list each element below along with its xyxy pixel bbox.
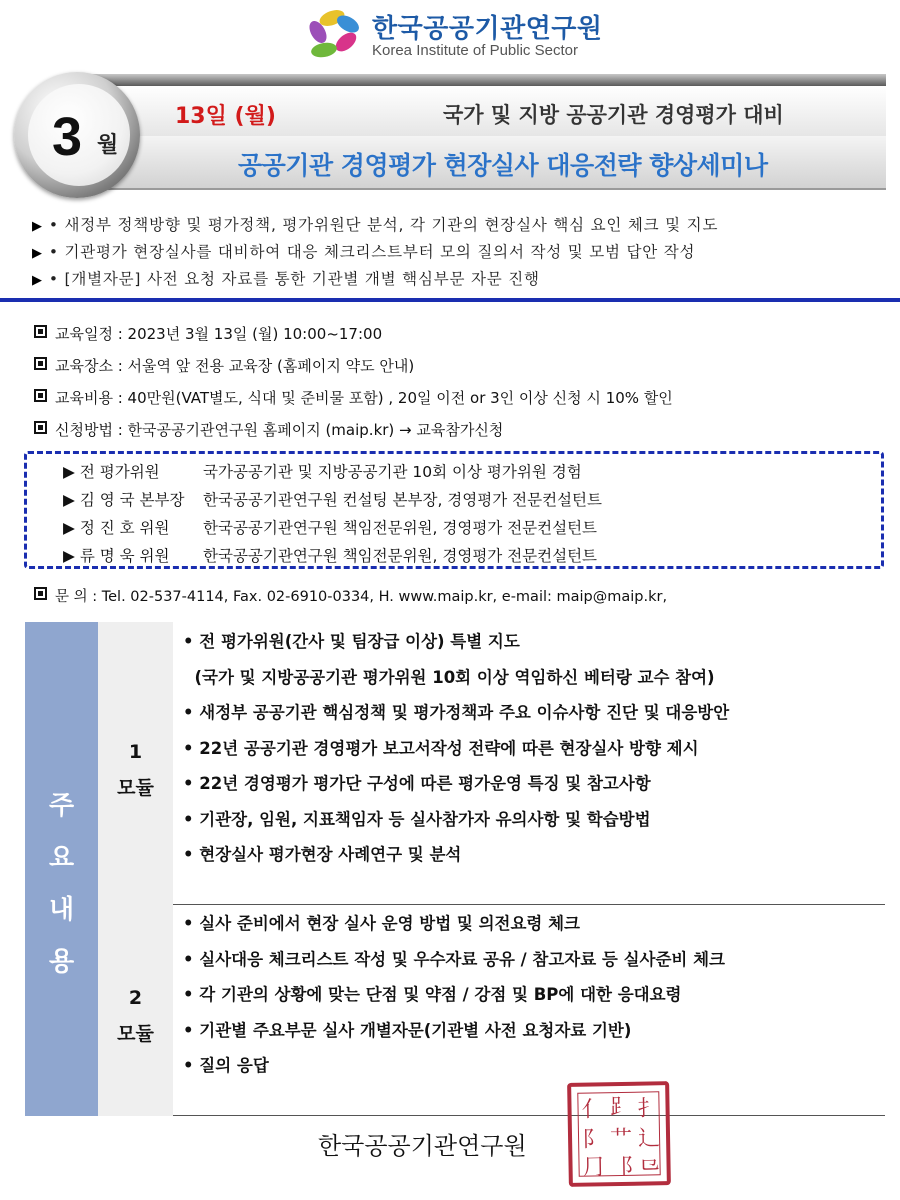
- instructor-box: [24, 451, 884, 569]
- arrow-right-icon: ▶: [32, 273, 43, 288]
- arrow-right-icon: ▶: [32, 219, 43, 234]
- list-item: • 22년 경영평가 평가단 구성에 따른 평가운영 특징 및 참고사항: [183, 774, 651, 793]
- list-item: • 새정부 공공기관 핵심정책 및 평가정책과 주요 이슈사항 진단 및 대응방안: [183, 703, 730, 722]
- logo-leaf-icon: [302, 6, 364, 62]
- module-1-label: 1 모듈: [117, 741, 154, 799]
- logo-korean-name: 한국공공기관연구원: [372, 14, 603, 44]
- month-number: 3: [52, 107, 83, 167]
- square-bullet-icon: [34, 389, 47, 402]
- instructor-row: ▶ 김 영 국 본부장 한국공공기관연구원 컨설팅 본부장, 경영평가 전문컨설턴트: [63, 491, 602, 509]
- list-item: • 22년 공공기관 경영평가 보고서작성 전략에 따른 현장실사 방향 제시: [183, 738, 699, 758]
- official-seal-stamp: ⺅ ⻊ ⺘ ⻖ ⺾ ⻌ ⺆ ⻏ ⺋: [567, 1081, 671, 1187]
- arrow-right-icon: ▶: [32, 246, 43, 261]
- module-2-label: 2 모듈: [117, 987, 154, 1045]
- instructor-row: ▶ 정 진 호 위원 한국공공기관연구원 책임전문위원, 경영평가 전문컨설턴트: [63, 519, 598, 537]
- org-logo: [300, 4, 620, 62]
- instructor-row: ▶ 류 명 욱 위원 한국공공기관연구원 책임전문위원, 경영평가 전문컨설턴트: [63, 547, 598, 565]
- contact-info: 문 의 : Tel. 02-537-4114, Fax. 02-6910-0334, H. www.maip.kr, e-mail: maip@maip.kr,: [34, 585, 667, 606]
- curriculum-table: [25, 622, 885, 1116]
- instructor-row: ▶ 전 평가위원 국가공공기관 및 지방공공기관 10회 이상 평가위원 경험: [63, 463, 582, 481]
- square-bullet-icon: [34, 357, 47, 370]
- list-item: (국가 및 지방공공기관 평가위원 10회 이상 역임하신 베터랑 교수 참여): [183, 667, 715, 687]
- list-item: • 기관장, 임원, 지표책임자 등 실사참가자 유의사항 및 학습방법: [183, 809, 651, 829]
- list-item: • 기관별 주요부문 실사 개별자문(기관별 사전 요청자료 기반): [183, 1020, 632, 1040]
- highlight-list: [32, 212, 718, 293]
- list-item: • 전 평가위원(간사 및 팀장급 이상) 특별 지도: [183, 632, 520, 651]
- list-item: ▶ • 새정부 정책방향 및 평가정책, 평가위원단 분석, 각 기관의 현장실사 핵심 요인 체크 및 지도: [32, 216, 719, 234]
- info-schedule: 교육일정 : 2023년 3월 13일 (월) 10:00~17:00: [34, 318, 673, 350]
- square-bullet-icon: [34, 587, 47, 600]
- month-unit: 월: [97, 133, 119, 158]
- title-banner: [0, 66, 900, 196]
- curriculum-main-label: 주 요 내 용: [48, 791, 75, 977]
- event-date: 13일 (월): [175, 104, 276, 129]
- info-registration: 신청방법 : 한국공공기관연구원 홈페이지 (maip.kr) → 교육참가신청: [34, 414, 673, 446]
- list-item: ▶ • 기관평가 현장실사를 대비하여 대응 체크리스트부터 모의 질의서 작성 및 모범 답안 작성: [32, 243, 696, 261]
- module-1-items: [183, 624, 729, 873]
- logo-english-name: Korea Institute of Public Sector: [372, 42, 578, 59]
- square-bullet-icon: [34, 325, 47, 338]
- footer-org-name: 한국공공기관연구원: [318, 1132, 527, 1160]
- module-divider: [173, 1115, 885, 1116]
- event-info: [34, 318, 673, 446]
- event-subtitle: 국가 및 지방 공공기관 경영평가 대비: [443, 103, 784, 127]
- module-divider: [173, 904, 885, 905]
- divider: [0, 298, 900, 302]
- list-item: • 각 기관의 상황에 맞는 단점 및 약점 / 강점 및 BP에 대한 응대요령: [183, 985, 682, 1004]
- list-item: • 질의 응답: [183, 1056, 269, 1075]
- info-fee: 교육비용 : 40만원(VAT별도, 식대 및 준비물 포함) , 20일 이전 or 3인 이상 신청 시 10% 할인: [34, 382, 673, 414]
- square-bullet-icon: [34, 421, 47, 434]
- event-title: 공공기관 경영평가 현장실사 대응전략 향상세미나: [238, 151, 768, 180]
- list-item: ▶ • [개별자문] 사전 요청 자료를 통한 기관별 개별 핵심부문 자문 진행: [32, 270, 540, 288]
- list-item: • 실사대응 체크리스트 작성 및 우수자료 공유 / 참고자료 등 실사준비 체크: [183, 949, 725, 969]
- list-item: • 실사 준비에서 현장 실사 운영 방법 및 의전요령 체크: [183, 914, 580, 933]
- info-location: 교육장소 : 서울역 앞 전용 교육장 (홈페이지 약도 안내): [34, 350, 673, 382]
- list-item: • 현장실사 평가현장 사례연구 및 분석: [183, 845, 462, 864]
- module-2-items: [183, 906, 725, 1084]
